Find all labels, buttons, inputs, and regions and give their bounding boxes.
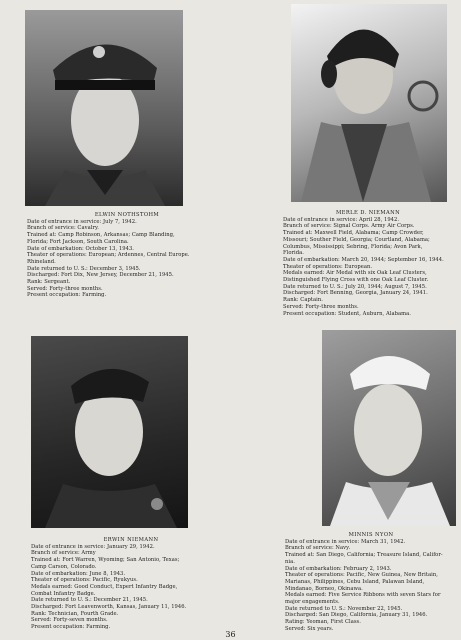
- record-line: Served: Forty-three months.: [27, 285, 103, 292]
- record-line: Theater of operations: European.: [283, 263, 373, 270]
- service-record-minnis: [285, 532, 457, 633]
- record-line: Present occupation: Farming.: [31, 624, 111, 631]
- record-line: Discharged: San Diego, California, January 31, 1946.: [285, 612, 428, 619]
- record-line: Discharged: Fort Leavenworth, Kansas, January 11, 1946.: [31, 604, 187, 611]
- record-line: Camp Carson, Colorado.: [31, 563, 97, 570]
- page-number: 36: [225, 630, 236, 639]
- record-line: Date returned to U. S.: December 3, 1945.: [27, 265, 141, 272]
- service-record-merle: [283, 210, 453, 317]
- record-line: Served: Forty-three months.: [283, 303, 359, 310]
- record-line: Columbus, Mississippi; Sebring, Florida; Avon Park,: [283, 243, 423, 250]
- record-line: Distinguished Flying Cross with one Oak Leaf Cluster.: [283, 277, 429, 284]
- record-line: Trained at: Camp Robinson, Arkansas; Camp Blanding,: [27, 232, 175, 239]
- record-line: Mindanao, Borneo, Okinawa.: [285, 585, 363, 592]
- record-line: Date of embarkation: June 8, 1943.: [31, 570, 126, 577]
- record-line: nia.: [285, 558, 295, 565]
- soldier-name: ERWIN NIEMANN: [103, 537, 159, 543]
- record-line: Present occupation: Farming.: [27, 292, 107, 299]
- portrait-photo-minnis: [322, 330, 456, 526]
- record-line: major engagements.: [285, 599, 340, 606]
- record-line: Discharged: Fort Benning, Georgia, January 24, 1941.: [283, 290, 428, 297]
- record-line: Date of entrance in service: April 28, 1942.: [283, 216, 400, 223]
- record-line: Date returned to U. S.: December 21, 1945.: [31, 597, 148, 604]
- record-line: Medals earned: Five Service Ribbons with seven Stars for: [285, 592, 441, 599]
- record-line: Branch of service: Navy.: [285, 545, 351, 552]
- record-line: Rank: Technician, Fourth Grade.: [31, 610, 119, 617]
- record-line: Date returned to U. S.: November 22, 1945.: [285, 605, 403, 612]
- record-line: Present occupation: Student, Auburn, Alabama.: [283, 310, 411, 317]
- record-line: Date of embarkation: March 20, 1944; September 16, 1944.: [283, 256, 444, 263]
- record-line: Discharged: Fort Dix, New Jersey, December 21, 1945.: [27, 272, 174, 279]
- portrait-photo-elwin: [25, 10, 183, 206]
- record-line: Date of entrance in service: July 7, 1942.: [27, 218, 137, 225]
- record-line: Branch of service: Signal Corps. Army Air Corps.: [283, 223, 415, 230]
- soldier-name: ELWIN NOTHSTOHM: [94, 212, 160, 218]
- record-line: Branch of service: Army: [31, 550, 96, 557]
- record-line: Trained at: San Diego, California; Treasure Island, Califor-: [285, 552, 443, 559]
- record-line: Rank: Captain.: [283, 297, 323, 304]
- record-line: Florida.: [283, 250, 304, 257]
- record-line: Trained at: Maxwell Field, Alabama; Camp Crowder,: [283, 230, 424, 237]
- record-line: Florida; Fort Jackson, South Carolina.: [27, 238, 129, 245]
- record-line: Rating: Yeoman, First Class.: [285, 619, 361, 626]
- record-line: Marianas, Philippines, Cebu Island, Palawan Island,: [285, 578, 425, 585]
- record-line: Date of entrance in service: March 31, 1942.: [285, 538, 406, 545]
- record-line: Date returned to U. S.: July 20, 1944; August 7, 1945.: [283, 283, 427, 290]
- portrait-photo-erwin: [31, 336, 188, 528]
- service-record-elwin: [27, 212, 227, 299]
- record-line: Medals earned: Air Medal with six Oak Leaf Clusters,: [283, 270, 427, 277]
- record-line: Medals earned: Good Conduct, Expert Infantry Badge,: [31, 583, 178, 590]
- service-record-erwin: [31, 537, 231, 631]
- portrait-photo-merle: [291, 4, 447, 202]
- record-line: Served: Six years.: [285, 625, 334, 632]
- record-line: Theater of operations: Pacific, New Guinea, New Britain,: [285, 572, 438, 579]
- soldier-name: MERLE D. NIEMANN: [335, 210, 401, 216]
- record-line: Theater of operations: European; Ardennes, Central Europe.: [27, 252, 190, 259]
- record-line: Date of entrance in service: January 29, 1942.: [31, 543, 155, 550]
- soldier-name: MINNIS NYON: [348, 532, 394, 538]
- record-line: Missouri; Souther Field, Georgia; Courtland, Alabama;: [283, 236, 430, 243]
- record-line: Rank: Sergeant.: [27, 279, 71, 286]
- record-line: Branch of service: Cavalry.: [27, 225, 99, 232]
- record-line: Theater of operations: Pacific, Ryukyus.: [31, 577, 138, 584]
- record-line: Combat Infantry Badge.: [31, 590, 96, 597]
- record-line: Date of embarkation: February 2, 1943.: [285, 565, 392, 572]
- record-line: Trained at: Fort Warren, Wyoming; San Antonio, Texas;: [31, 557, 180, 564]
- record-line: Served: Forty-seven months.: [31, 617, 108, 624]
- record-line: Rhineland.: [27, 258, 56, 265]
- record-line: Date of embarkation: October 13, 1943.: [27, 245, 135, 252]
